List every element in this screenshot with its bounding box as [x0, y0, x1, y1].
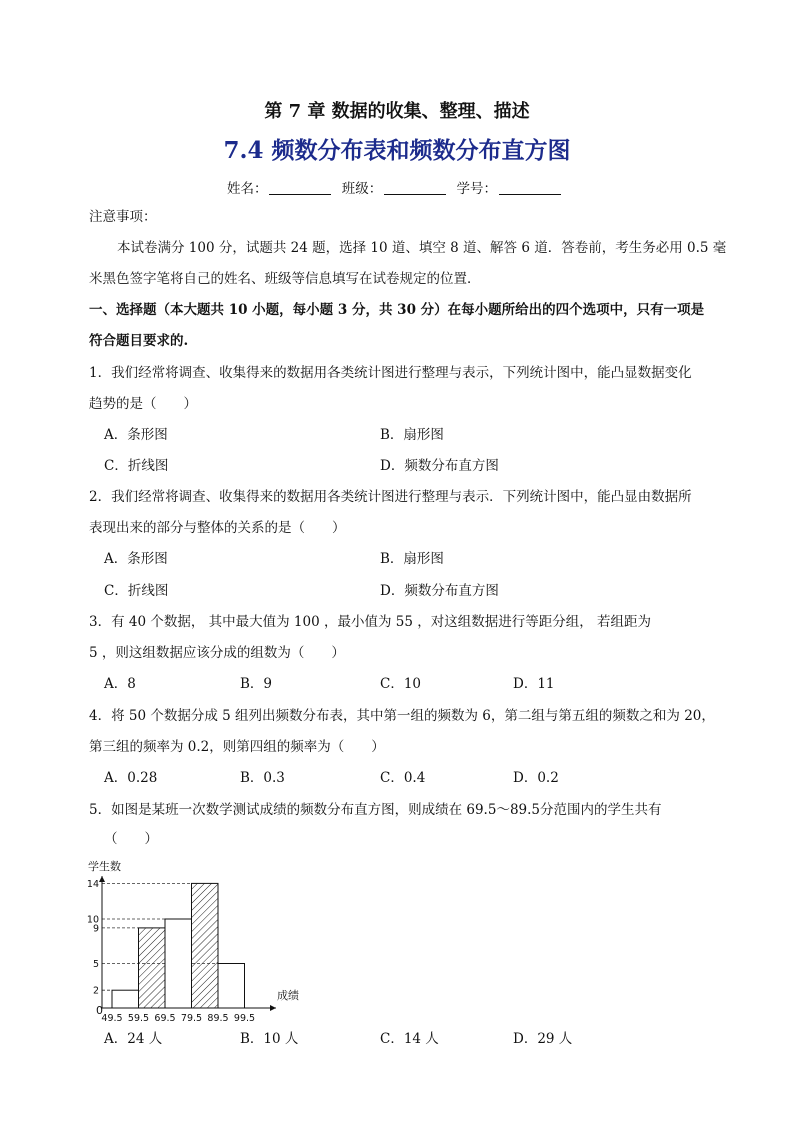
question-2-option-b[interactable]: B．扇形图	[380, 551, 444, 567]
question-4-stem-line-1: 4．将 50 个数据分成 5 组列出频数分布表，其中第一组的频数为 6，第二组与第五组的频数之和为 20，	[89, 708, 715, 724]
histogram-x-axis-label: 成绩	[277, 989, 299, 1002]
question-4-stem-line-2: 第三组的频率为 0.2，则第四组的频率为（ ）	[89, 739, 385, 755]
histogram-bar	[218, 964, 245, 1009]
histogram-y-tick-label: 2	[92, 985, 99, 997]
histogram-y-axis-arrow	[99, 876, 105, 882]
histogram-x-tick-label: 89.5	[207, 1013, 229, 1022]
histogram-bar	[139, 928, 166, 1008]
histogram-x-tick-label: 99.5	[233, 1013, 256, 1022]
question-4-option-c[interactable]: C．0.4	[380, 770, 426, 786]
question-5-option-d[interactable]: D．29 人	[513, 1031, 573, 1047]
question-2-stem-line-1: 2．我们经常将调查、收集得来的数据用各类统计图进行整理与表示．下列统计图中，能凸显由数据所	[89, 489, 692, 505]
histogram-bar	[165, 919, 192, 1008]
question-2-option-d[interactable]: D．频数分布直方图	[380, 583, 499, 599]
question-1-stem-line-1: 1．我们经常将调查、收集得来的数据用各类统计图进行整理与表示，下列统计图中，能凸显数据变化	[89, 365, 692, 381]
histogram-y-axis-label: 学生数	[88, 860, 121, 873]
question-1-option-a[interactable]: A．条形图	[104, 427, 168, 443]
question-5-option-a[interactable]: A．24 人	[104, 1031, 163, 1047]
class-label: 班级：	[341, 181, 383, 197]
histogram-y-tick-label: 9	[92, 923, 99, 935]
name-blank[interactable]	[269, 181, 331, 195]
histogram-bar	[112, 990, 139, 1008]
question-1-option-b[interactable]: B．扇形图	[380, 427, 444, 443]
question-4-option-b[interactable]: B．0.3	[240, 770, 285, 786]
notes-line-2: 米黑色签字笔将自己的姓名、班级等信息填写在试卷规定的位置．	[89, 271, 481, 287]
histogram-y-tick-label: 5	[92, 959, 99, 970]
question-4-option-a[interactable]: A．0.28	[104, 770, 158, 786]
notes-title: 注意事项：	[89, 209, 157, 225]
section-heading-line-1: 一、选择题（本大题共 10 小题，每小题 3 分，共 30 分）在每小题所给出的四个选项中，只有一项是	[89, 302, 705, 318]
question-2-option-a[interactable]: A．条形图	[104, 551, 168, 567]
question-5-option-b[interactable]: B．10 人	[240, 1031, 299, 1047]
question-5-stem-line-1: 5．如图是某班一次数学测试成绩的频数分布直方图，则成绩在 69.5～89.5分范围内的学生共有	[89, 802, 662, 818]
section-heading-line-2: 符合题目要求的.	[89, 333, 189, 349]
question-3-option-d[interactable]: D．11	[513, 676, 555, 692]
histogram-x-tick-label: 79.5	[180, 1013, 203, 1022]
question-3-stem-line-2: 5 ，则这组数据应该分成的组数为（ ）	[89, 645, 345, 661]
question-5-option-c[interactable]: C．14 人	[380, 1031, 439, 1047]
question-3-option-a[interactable]: A．8	[104, 676, 136, 692]
question-4-option-d[interactable]: D．0.2	[513, 770, 559, 786]
question-3-stem-line-1: 3．有 40 个数据， 其中最大值为 100 ，最小值为 55 ，对这组数据进行等距分组， 若组距为	[89, 614, 652, 630]
chapter-title: 第 7 章 数据的收集、整理、描述	[264, 101, 530, 122]
question-5-stem-line-2: （ ）	[104, 831, 158, 847]
question-3-option-b[interactable]: B．9	[240, 676, 273, 692]
histogram-x-tick-label: 69.5	[154, 1013, 176, 1022]
id-blank[interactable]	[499, 181, 561, 195]
histogram-x-tick-label: 59.5	[127, 1013, 150, 1022]
histogram-x-axis-arrow	[270, 1005, 276, 1011]
histogram-y-tick-label: 10	[86, 914, 99, 926]
question-1-stem-line-2: 趋势的是（ ）	[89, 396, 197, 412]
question-2-stem-line-2: 表现出来的部分与整体的关系的是（ ）	[89, 520, 346, 536]
histogram-x-tick-label: 49.5	[101, 1013, 123, 1022]
question-3-option-c[interactable]: C．10	[380, 676, 422, 692]
histogram-bar	[192, 883, 219, 1008]
histogram-origin-label: 0	[96, 1004, 103, 1017]
question-1-option-c[interactable]: C．折线图	[104, 458, 169, 474]
id-label: 学号：	[456, 181, 498, 197]
score-histogram	[80, 852, 320, 1022]
student-info-line	[0, 177, 794, 197]
question-2-option-c[interactable]: C．折线图	[104, 583, 169, 599]
notes-line-1: 本试卷满分 100 分，试题共 24 题，选择 10 道、填空 8 道、解答 6 道．答卷前，考生务必用 0.5 毫	[117, 240, 727, 256]
question-1-option-d[interactable]: D．频数分布直方图	[380, 458, 499, 474]
class-blank[interactable]	[384, 181, 446, 195]
histogram-y-tick-label: 14	[86, 878, 99, 890]
name-label: 姓名：	[226, 181, 268, 197]
section-title: 7.4 频数分布表和频数分布直方图	[223, 137, 571, 164]
